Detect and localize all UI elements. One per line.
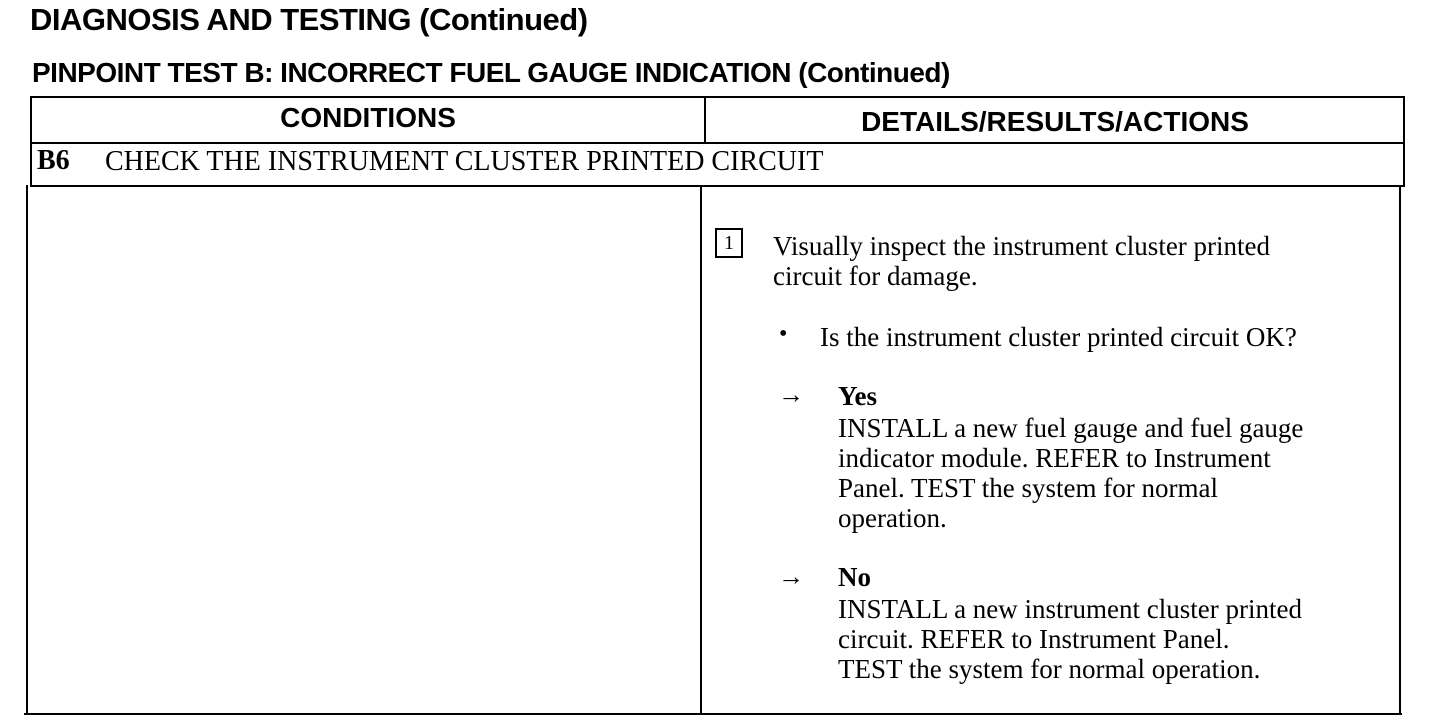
instruction-line: Visually inspect the instrument cluster printed	[773, 231, 1271, 261]
question-text: Is the instrument cluster printed circuit OK?	[820, 322, 1297, 352]
bullet-icon: •	[779, 321, 788, 347]
header-row-divider	[30, 142, 1405, 144]
page-title: DIAGNOSIS AND TESTING (Continued)	[30, 2, 588, 37]
no-label: No	[838, 562, 871, 592]
column-divider-body	[700, 185, 702, 715]
yes-action-text	[838, 413, 1378, 533]
yes-action-line: indicator module. REFER to Instrument	[838, 443, 1271, 473]
no-action-line: INSTALL a new instrument cluster printed	[838, 594, 1302, 624]
yes-label: Yes	[838, 381, 877, 411]
yes-action-line: INSTALL a new fuel gauge and fuel gauge	[838, 413, 1304, 443]
table-top-border	[30, 96, 1405, 98]
step-row-divider	[30, 185, 1405, 187]
no-action-line: circuit. REFER to Instrument Panel.	[838, 624, 1230, 654]
yes-action-line: Panel. TEST the system for normal	[838, 473, 1218, 503]
no-action-line: TEST the system for normal operation.	[838, 654, 1261, 684]
table-bottom-border	[24, 713, 1402, 715]
details-column-header: DETAILS/RESULTS/ACTIONS	[861, 106, 1249, 137]
instruction-text	[773, 231, 1373, 291]
instruction-line: circuit for damage.	[773, 261, 978, 291]
conditions-column-header: CONDITIONS	[280, 102, 456, 133]
arrow-right-icon: →	[778, 380, 804, 409]
yes-action-line: operation.	[838, 503, 947, 533]
step-number-box: 1	[715, 228, 743, 258]
no-action-text	[838, 594, 1378, 684]
table-right-border-lower	[1399, 185, 1401, 715]
step-id: B6	[37, 145, 70, 176]
table-left-border-lower	[26, 185, 28, 715]
arrow-right-icon: →	[778, 562, 804, 591]
step-title: CHECK THE INSTRUMENT CLUSTER PRINTED CIRCUIT	[105, 146, 824, 177]
test-title: PINPOINT TEST B: INCORRECT FUEL GAUGE INDICATION (Continued)	[32, 57, 950, 88]
